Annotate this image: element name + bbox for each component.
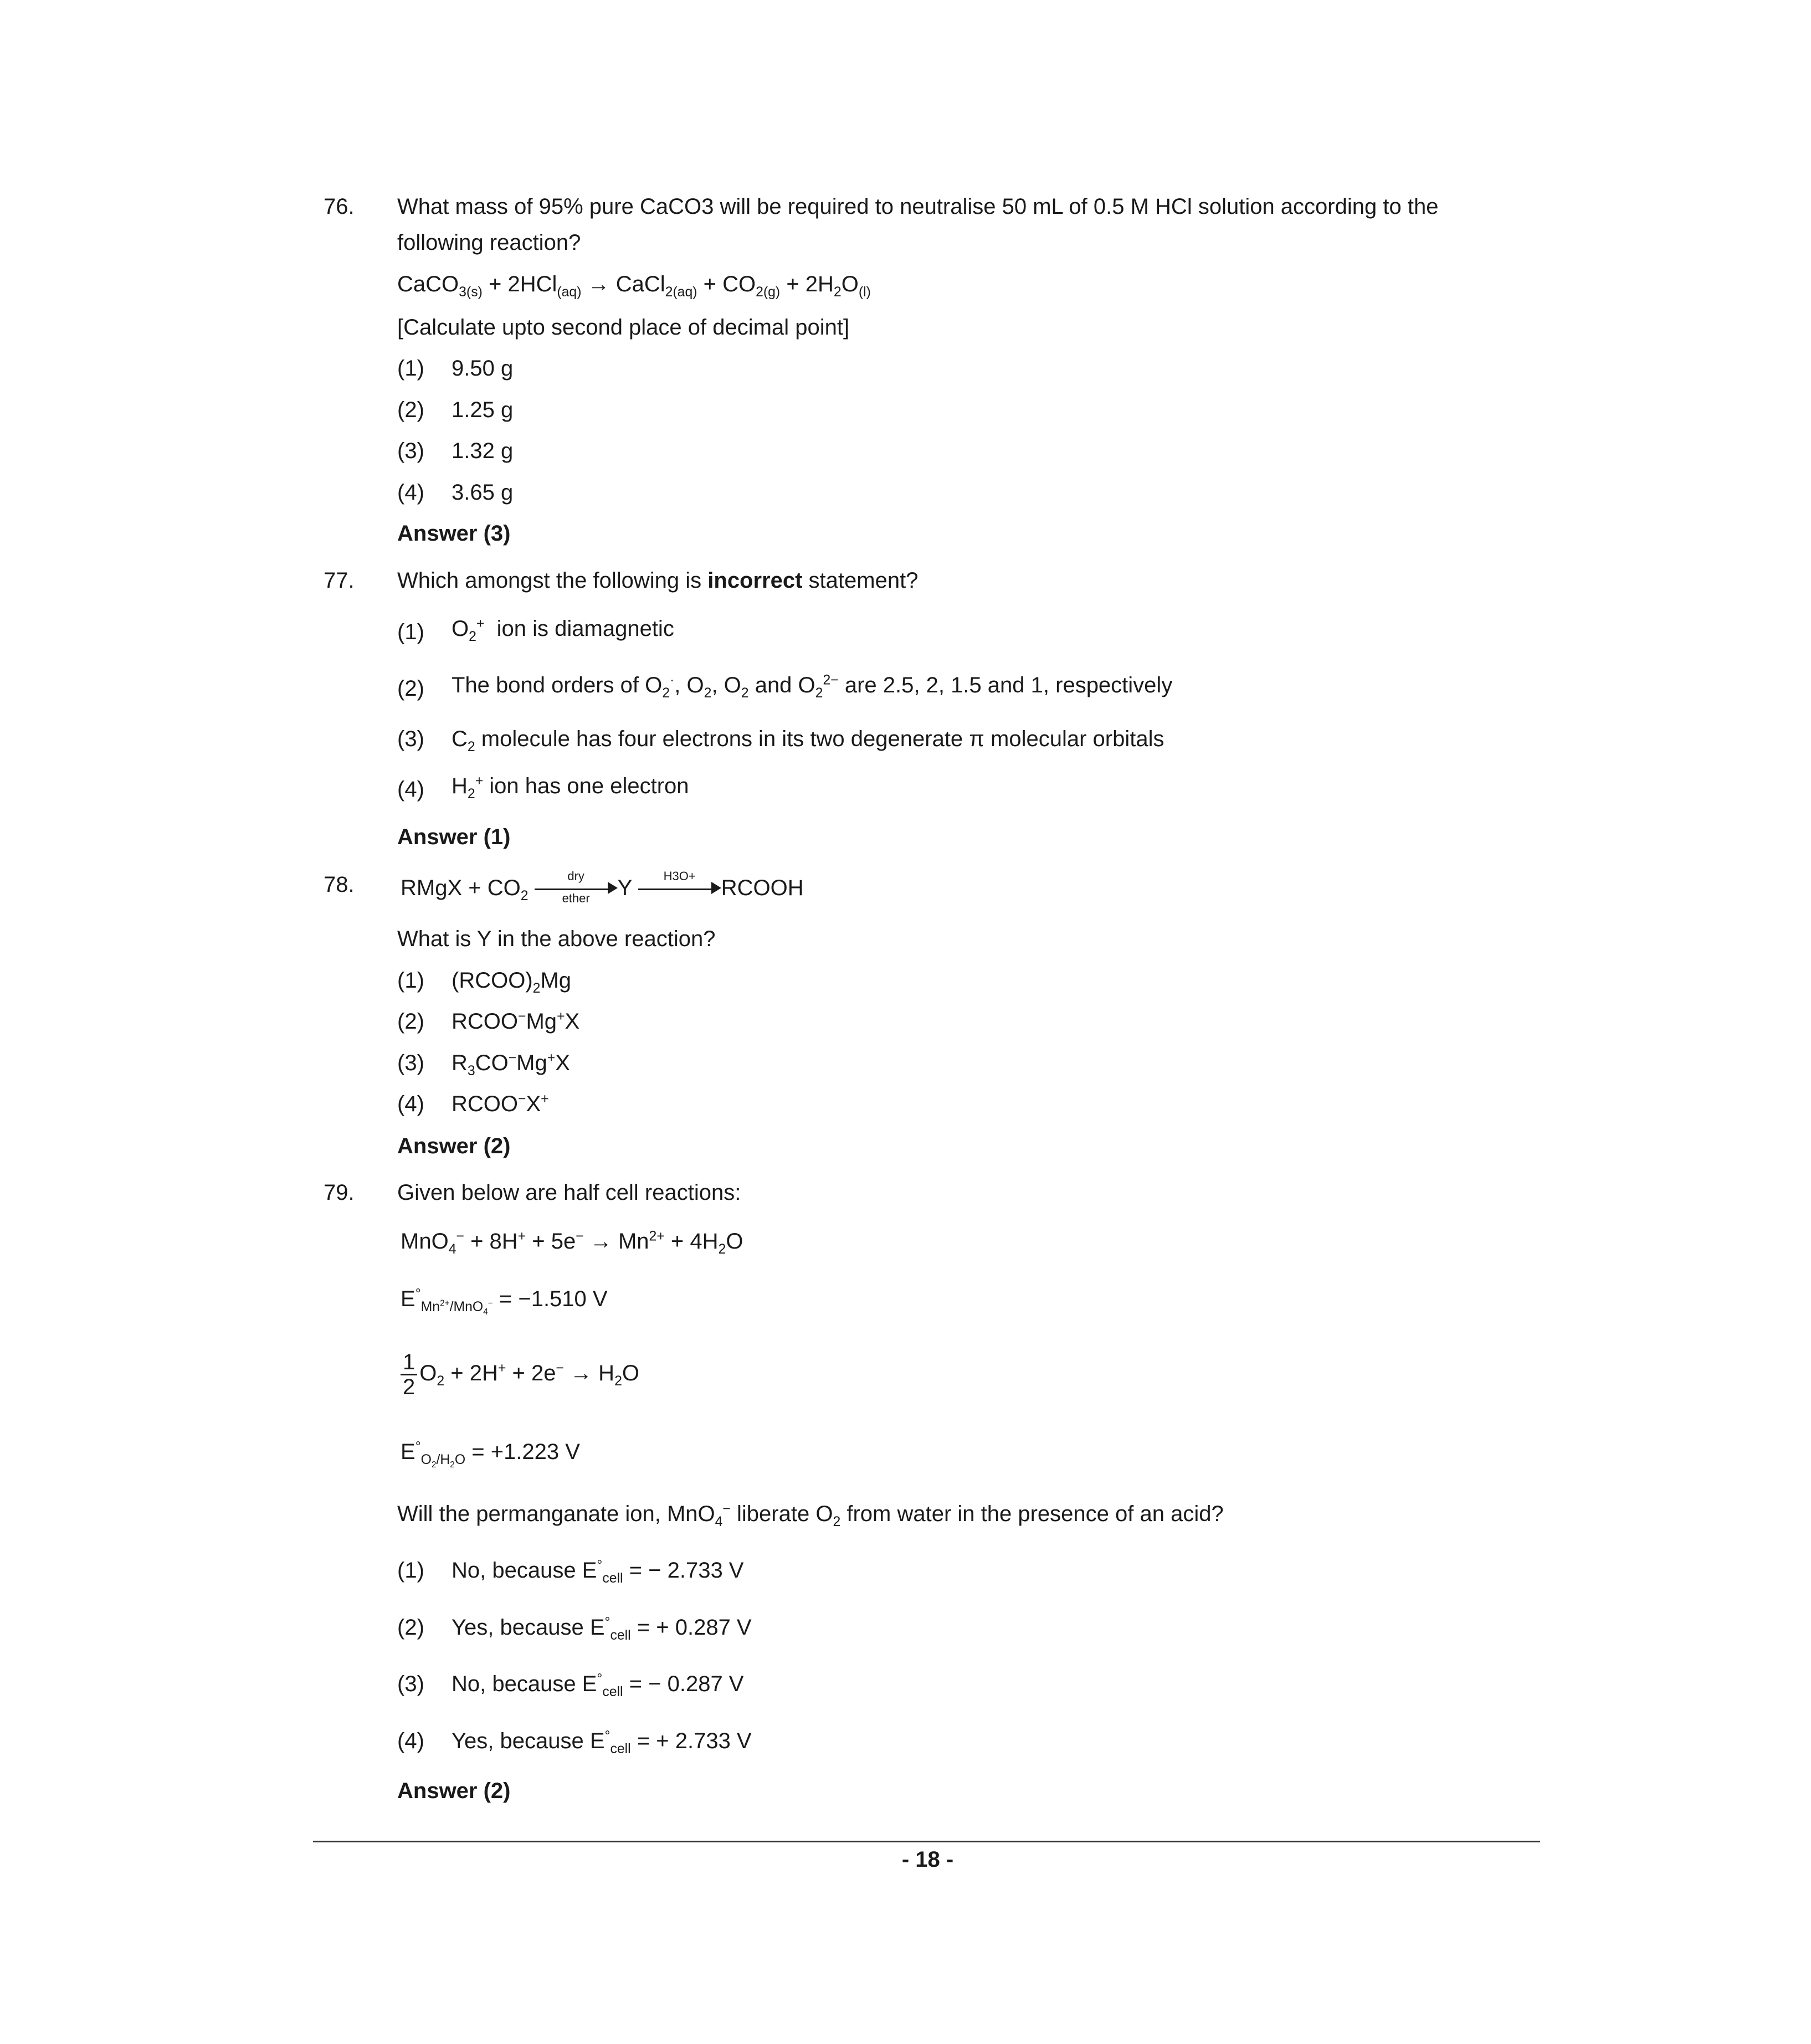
q78-option-3-text: $R_3CO^-Mg^+X$	[452, 1050, 570, 1079]
q76-option-1-number: (1)	[397, 356, 424, 381]
question-number-76: 76.	[324, 194, 355, 219]
q79-option-1-number: (1)	[397, 1558, 424, 1583]
q77-option-1-text: $O_2^+$ ion is diamagnetic	[452, 616, 674, 644]
q79-option-4-number: (4)	[397, 1729, 424, 1753]
fraction-one-half: $\frac{1}{2}$	[401, 1350, 417, 1399]
q79-option-2-number: (2)	[397, 1615, 424, 1640]
q77-option-1-number: (1)	[397, 620, 424, 644]
arrow-acid-workup: H3O+	[638, 879, 721, 899]
footer-divider	[313, 1841, 1540, 1842]
q78-option-3-number: (3)	[397, 1051, 424, 1075]
q77-option-2-text: The bond orders of $O_2^\cdot$, $O_2$, $O_2$ and $O_2^{2-}$ are 2.5, 2, 1.5 and 1, respectively	[452, 672, 1173, 701]
question-76-reaction-equation: CaCO$_{3(s)}$ + 2HCl$_{(aq)}$ → CaCl$_{2(aq)}$ + $CO_{2(g)} + 2H_2O_{(l)}$	[397, 272, 871, 300]
question-79-text: Will the permanganate ion, MnO$_4$− liberate $O_2$ from water in the presence of an acid?	[397, 1501, 1224, 1529]
q76-option-2-text: 1.25 g	[452, 398, 514, 422]
q79-option-3-text: No, because $E^\circ_{cell}$ = − 0.287 V	[452, 1671, 744, 1699]
question-76-text-line-2: following reaction?	[397, 230, 581, 255]
q76-option-4-number: (4)	[397, 480, 424, 505]
q78-option-2-text: RCOO−Mg+X	[452, 1009, 580, 1034]
q79-option-2-text: Yes, because $E^\circ_{cell}$ = + 0.287 V	[452, 1615, 752, 1643]
half-reaction-2: $\frac{1}{2}$ $O_2 + 2H^+ + 2e^- \to H_2O$	[401, 1350, 639, 1399]
q77-option-3-text: $C_2$ molecule has four electrons in its two degenerate π molecular orbitals	[452, 727, 1164, 754]
q78-option-1-text: $(RCOO)_2Mg$	[452, 968, 572, 996]
question-76-text-line-1: What mass of 95% pure CaCO3 will be required to neutralise 50 mL of 0.5 M HCl solution according to the	[397, 194, 1439, 219]
q76-option-1-text: 9.50 g	[452, 356, 514, 381]
question-number-77: 77.	[324, 568, 355, 593]
question-79-intro: Given below are half cell reactions:	[397, 1180, 741, 1205]
q76-option-2-number: (2)	[397, 398, 424, 422]
question-number-78: 78.	[324, 872, 355, 897]
q77-option-3-number: (3)	[397, 727, 424, 751]
question-76-note: [Calculate upto second place of decimal point]	[397, 315, 850, 340]
electrode-potential-2: $E^\circ_{O_2/H_2O} = +1.223$ V	[401, 1439, 580, 1470]
question-77-emphasis: incorrect	[707, 568, 803, 593]
question-78-text: What is Y in the above reaction?	[397, 927, 716, 951]
q78-option-4-number: (4)	[397, 1092, 424, 1116]
half-reaction-1: $MnO_4^- + 8H^+ + 5e^- \to Mn^{2+} + 4H_2O$	[401, 1229, 743, 1257]
q79-option-3-number: (3)	[397, 1672, 424, 1696]
q78-option-1-number: (1)	[397, 968, 424, 993]
q77-option-2-number: (2)	[397, 676, 424, 701]
page-number: - 18 -	[901, 1847, 954, 1872]
question-77-text: Which amongst the following is incorrect statement?	[397, 568, 919, 593]
q77-answer: Answer (1)	[397, 825, 511, 849]
q78-option-4-text: RCOO−X+	[452, 1091, 549, 1116]
arrow-dry-ether: dry ether	[535, 879, 618, 899]
q78-answer: Answer (2)	[397, 1134, 511, 1158]
q79-option-1-text: No, because $E^\circ_{cell}$ = − 2.733 V	[452, 1558, 744, 1586]
question-number-79: 79.	[324, 1180, 355, 1205]
q77-option-4-text: $H_2^+$ ion has one electron	[452, 773, 689, 802]
q77-option-4-number: (4)	[397, 777, 424, 802]
electrode-potential-1: $E^\circ_{Mn^{2+}/MnO_4^-} = -1.510$ V	[401, 1286, 608, 1317]
q76-option-4-text: 3.65 g	[452, 480, 514, 505]
q79-option-4-text: Yes, because $E^\circ_{cell}$ = + 2.733 V	[452, 1728, 752, 1757]
q76-answer: Answer (3)	[397, 521, 511, 546]
q76-option-3-number: (3)	[397, 439, 424, 463]
question-78-reaction: RMgX + $CO_2$ dry ether Y H3O+ RCOOH	[401, 869, 804, 906]
q78-option-2-number: (2)	[397, 1009, 424, 1034]
q76-option-3-text: 1.32 g	[452, 439, 514, 463]
q79-answer: Answer (2)	[397, 1779, 511, 1803]
